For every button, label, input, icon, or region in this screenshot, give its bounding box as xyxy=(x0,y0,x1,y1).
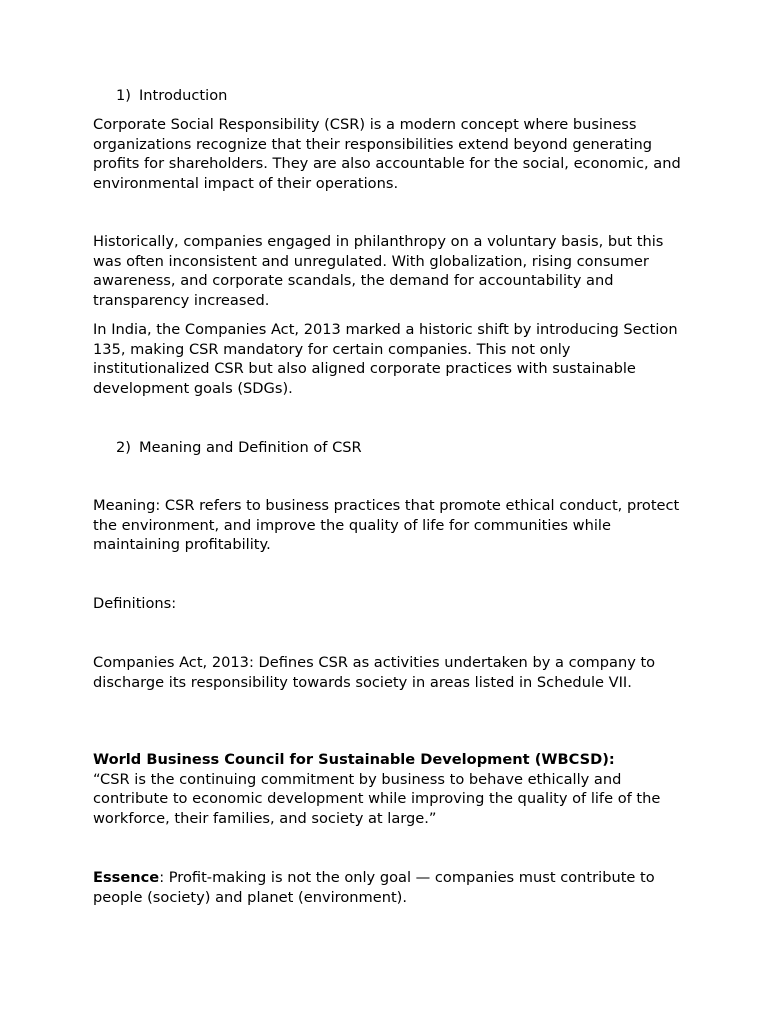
section-heading-introduction xyxy=(116,86,227,106)
paragraph-csr-concept: Corporate Social Responsibility (CSR) is a modern concept where business organizations recognize that their responsibilities extend beyond generating profits for shareholders. They are also accountable for the social, economic, and environmental impact of their operations. xyxy=(93,116,681,193)
wbcsd-label: World Business Council for Sustainable Development (WBCSD): xyxy=(93,751,615,768)
paragraph-essence xyxy=(93,868,683,907)
section-title: Meaning and Definition of CSR xyxy=(139,439,362,456)
essence-text: : Profit-making is not the only goal — companies must contribute to people (society) and planet (environment). xyxy=(93,869,655,906)
wbcsd-quote: “CSR is the continuing commitment by business to behave ethically and contribute to economic development while improving the quality of life of the workforce, their families, and society at large.” xyxy=(93,770,661,828)
section-heading-meaning xyxy=(116,438,362,458)
paragraph-history: Historically, companies engaged in philanthropy on a voluntary basis, but this was often inconsistent and unregulated. With globalization, rising consumer awareness, and corporate scandals, the demand for accountability and transparency increased. xyxy=(93,233,664,310)
section-number: 2) xyxy=(116,439,131,456)
paragraph-meaning: Meaning: CSR refers to business practices that promote ethical conduct, protect the environment, and improve the quality of life for communities while maintaining profitability. xyxy=(93,497,680,554)
paragraph-companies-act: Companies Act, 2013: Defines CSR as activities undertaken by a company to discharge its responsibility towards society in areas listed in Schedule VII. xyxy=(93,654,656,691)
paragraph-india: In India, the Companies Act, 2013 marked a historic shift by introducing Section 135, making CSR mandatory for certain companies. This not only institutionalized CSR but also aligned corporate practices with sustainable development goals (SDGs). xyxy=(93,321,678,398)
section-title: Introduction xyxy=(139,87,228,104)
wbcsd-definition xyxy=(93,750,683,829)
definitions-label: Definitions: xyxy=(93,595,177,612)
essence-label: Essence xyxy=(93,869,160,886)
section-number: 1) xyxy=(116,87,131,104)
